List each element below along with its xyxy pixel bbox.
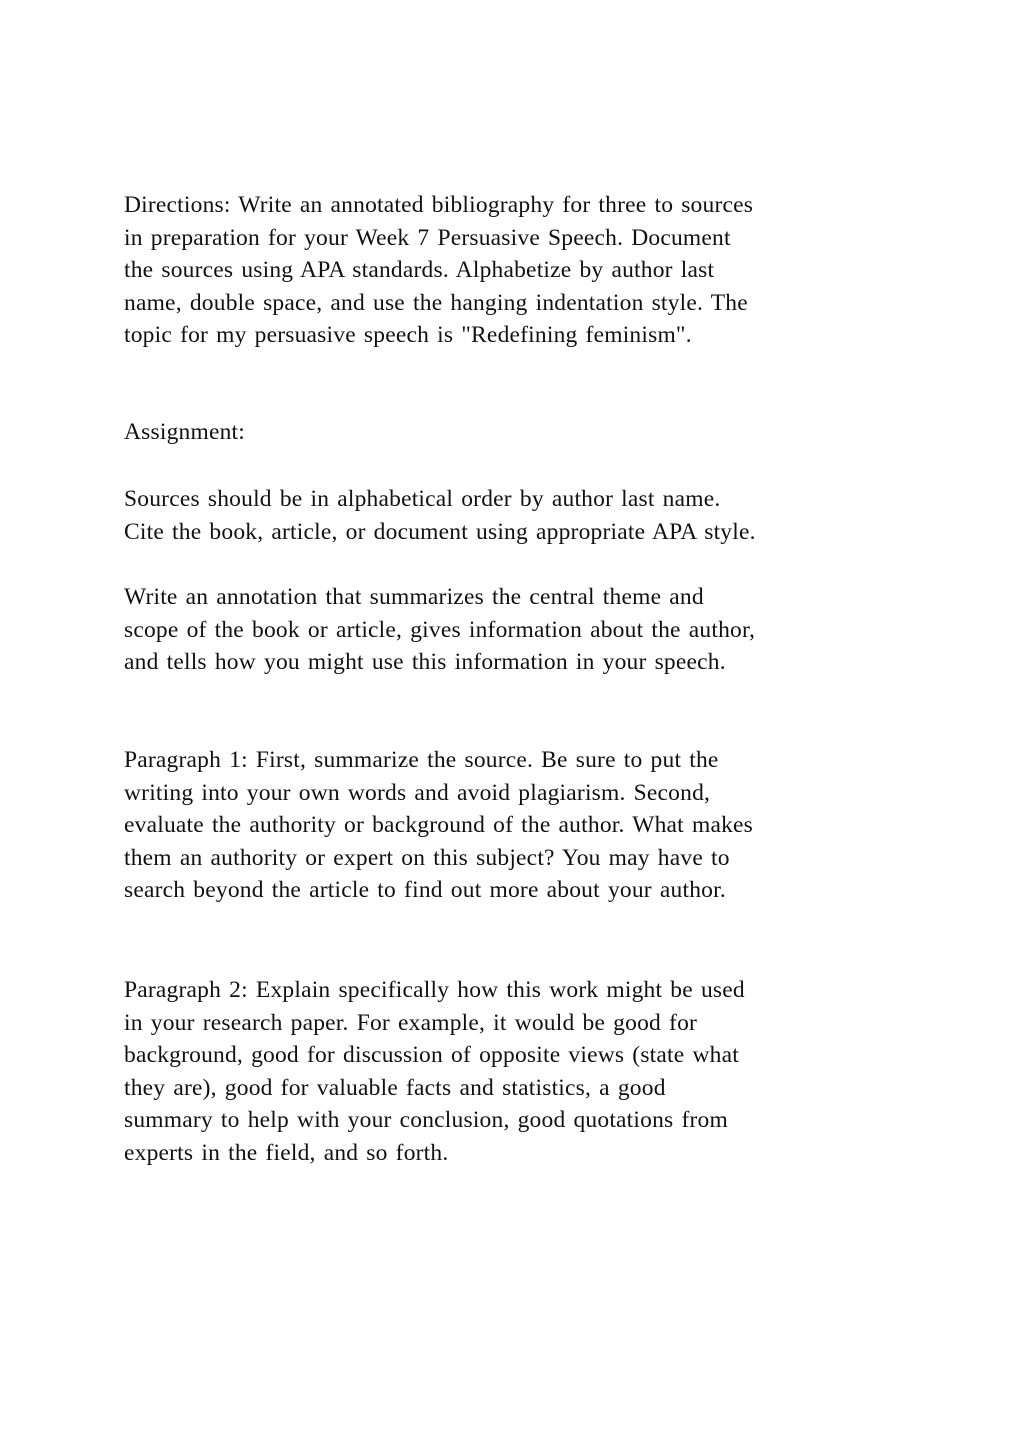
text-line: the sources using APA standards. Alphabetize by author last	[124, 257, 715, 284]
annotation-instruction-paragraph	[124, 581, 914, 679]
text-line: evaluate the authority or background of the author. What makes	[124, 812, 754, 839]
text-line: they are), good for valuable facts and statistics, a good	[124, 1074, 666, 1101]
directions-paragraph	[124, 189, 914, 352]
assignment-heading	[124, 416, 914, 449]
text-line: and tells how you might use this information in your speech.	[124, 649, 726, 676]
text-line: in your research paper. For example, it would be good for	[124, 1009, 698, 1036]
text-line: topic for my persuasive speech is "Redefining feminism".	[124, 322, 692, 349]
text-line: Write an annotation that summarizes the central theme and	[124, 584, 704, 610]
text-line: experts in the field, and so forth.	[124, 1139, 449, 1166]
paragraph-2-instruction	[124, 974, 914, 1170]
text-line: Directions: Write an annotated bibliography for three to sources	[124, 192, 754, 218]
text-line: background, good for discussion of opposite views (state what	[124, 1042, 739, 1069]
text-line: search beyond the article to find out more about your author.	[124, 877, 726, 904]
sources-instruction-paragraph	[124, 483, 914, 548]
text-line: summary to help with your conclusion, good quotations from	[124, 1107, 728, 1134]
heading-text: Assignment:	[124, 419, 246, 445]
text-line: Paragraph 2: Explain specifically how this work might be used	[124, 977, 745, 1003]
text-line: Cite the book, article, or document using appropriate APA style.	[124, 518, 756, 545]
text-line: them an authority or expert on this subject? You may have to	[124, 844, 730, 871]
text-line: name, double space, and use the hanging indentation style. The	[124, 289, 748, 316]
text-line: writing into your own words and avoid plagiarism. Second,	[124, 779, 711, 806]
paragraph-1-instruction	[124, 744, 914, 907]
text-line: scope of the book or article, gives information about the author,	[124, 616, 756, 643]
text-line: Sources should be in alphabetical order by author last name.	[124, 486, 721, 512]
text-line: in preparation for your Week 7 Persuasive Speech. Document	[124, 224, 731, 251]
text-line: Paragraph 1: First, summarize the source. Be sure to put the	[124, 747, 719, 773]
